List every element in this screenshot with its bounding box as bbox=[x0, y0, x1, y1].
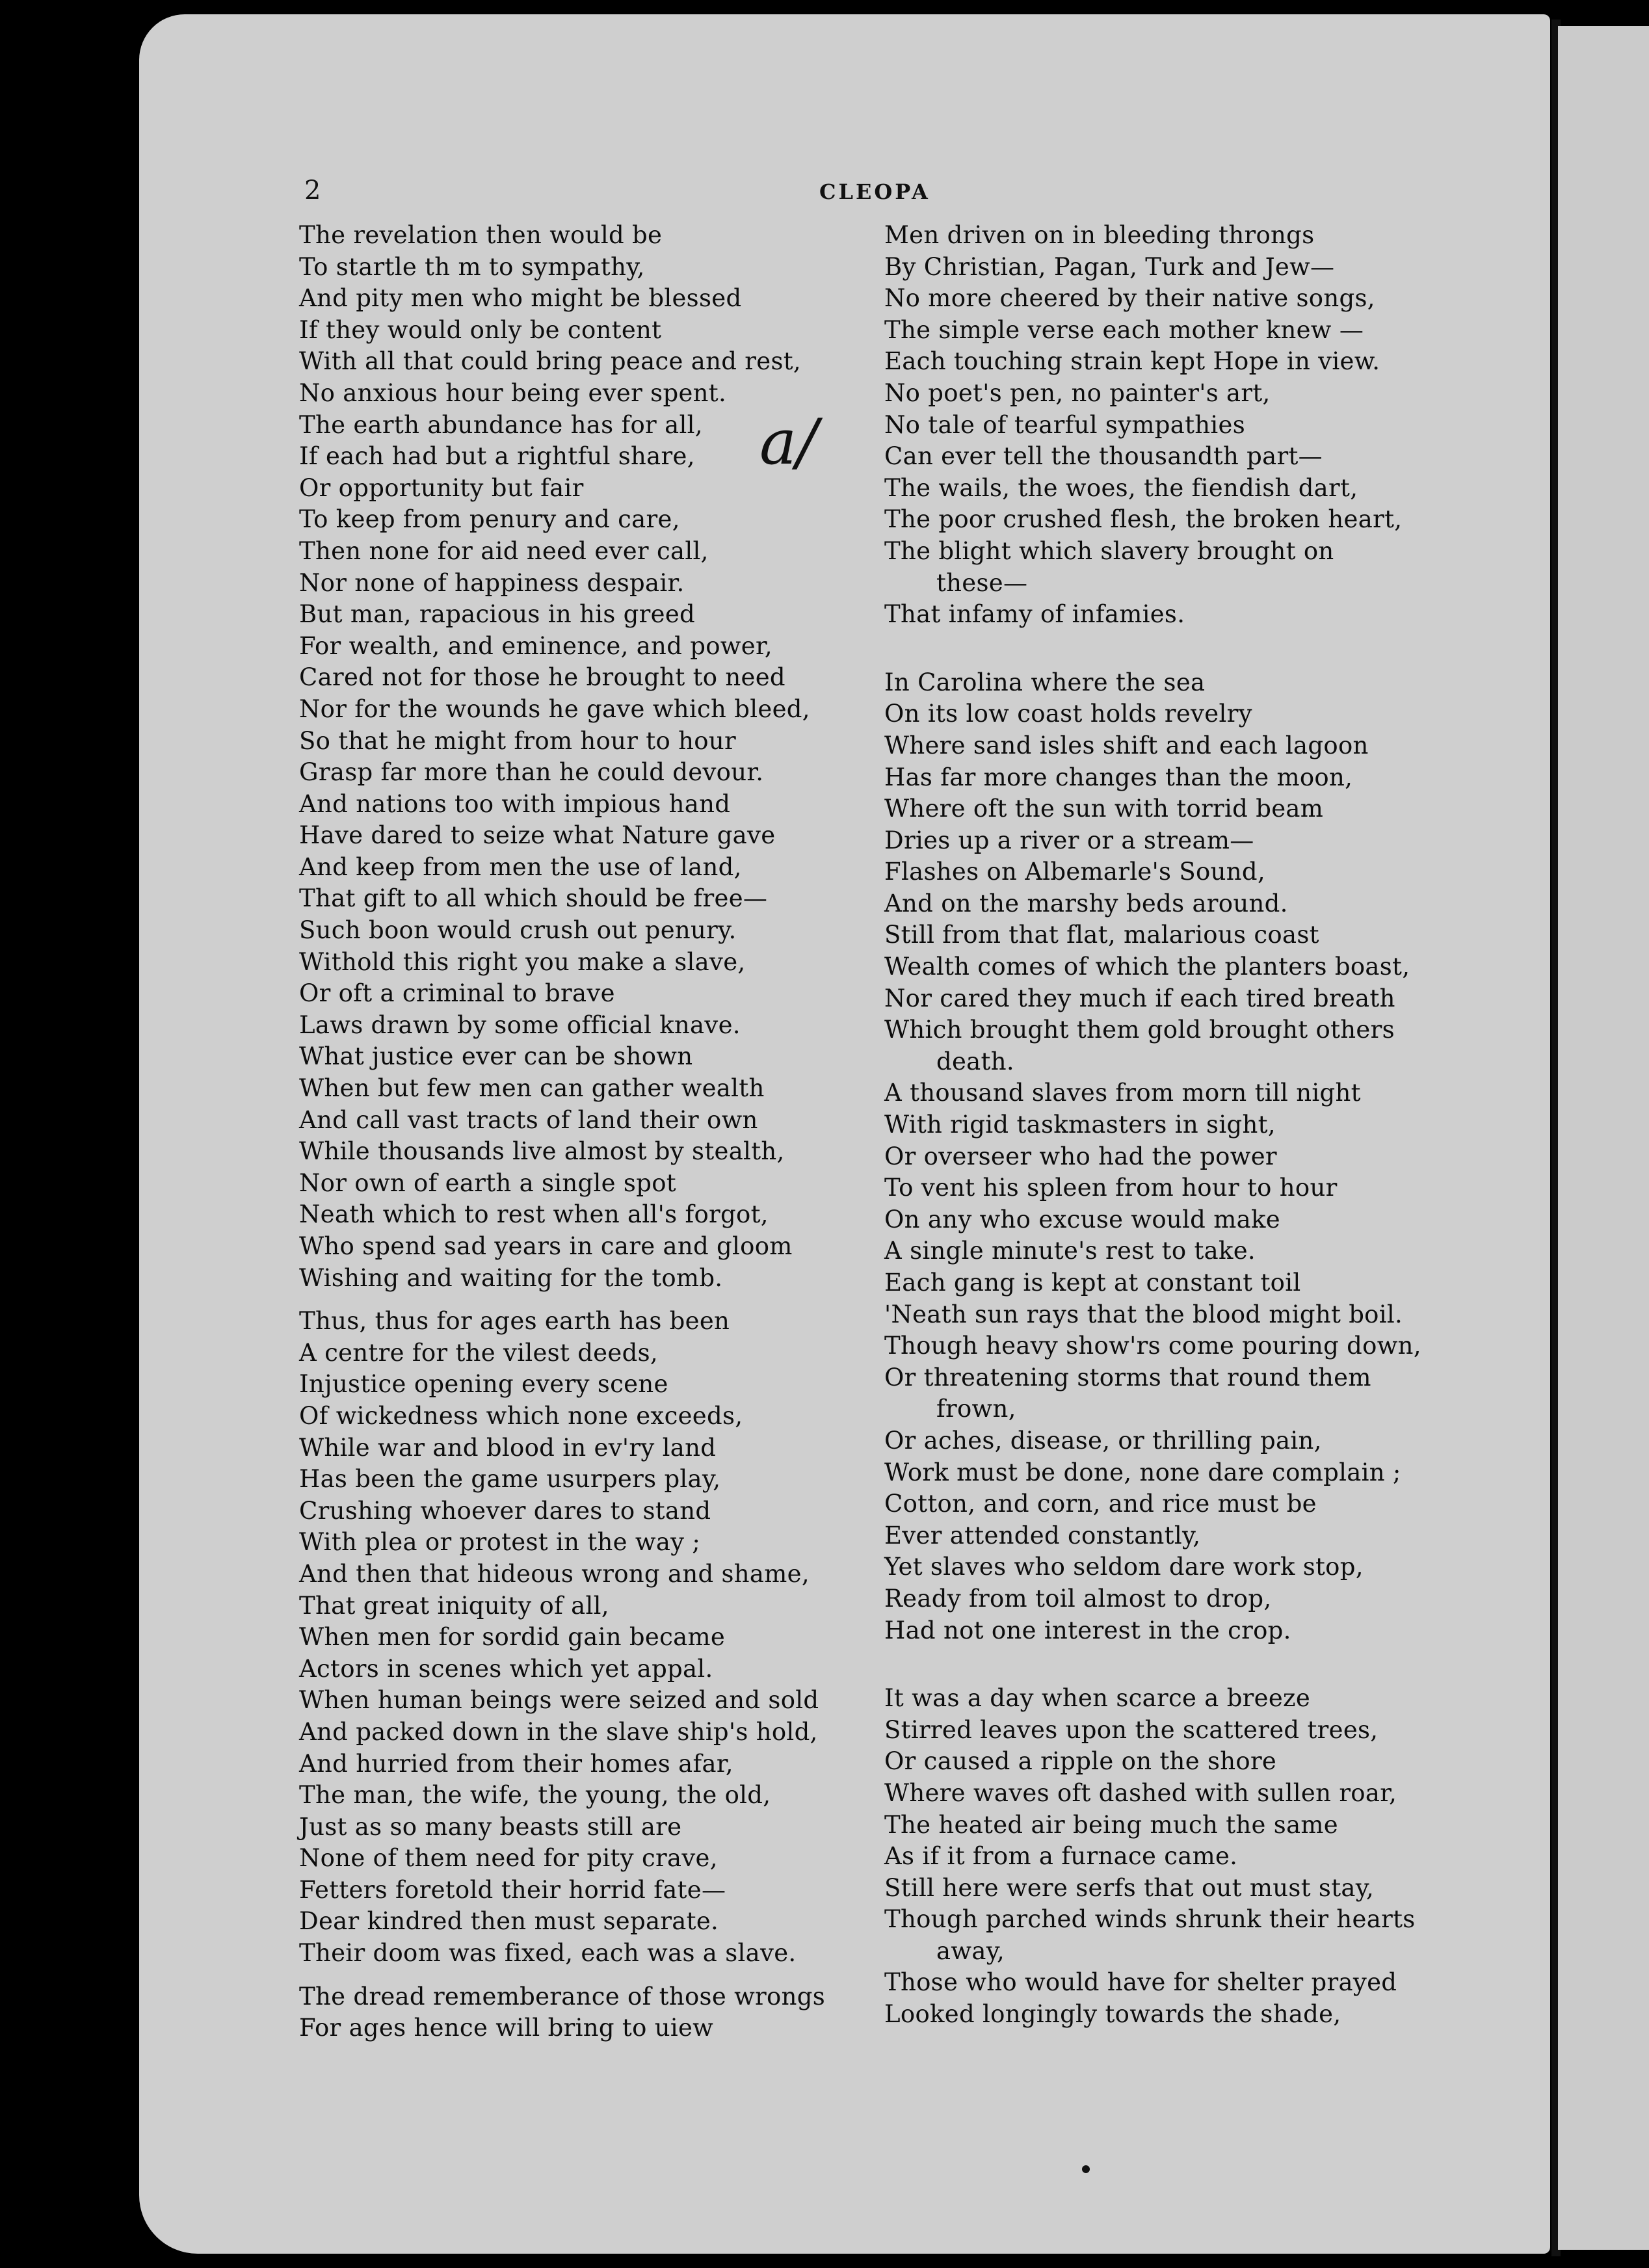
poem-line: Has been the game usurpers play, bbox=[299, 1465, 721, 1494]
poem-line: The simple verse each mother knew — bbox=[884, 315, 1364, 344]
poem-line: Have dared to seize what Nature gave bbox=[299, 821, 776, 850]
poem-line: That great iniquity of all, bbox=[299, 1591, 609, 1620]
stanza bbox=[884, 667, 1470, 1646]
poem-line: Laws drawn by some official knave. bbox=[299, 1010, 741, 1039]
poem-line: Work must be done, none dare complain ; bbox=[884, 1458, 1401, 1486]
poem-line: If they would only be content bbox=[299, 315, 662, 344]
poem-line: The heated air being much the same bbox=[884, 1810, 1339, 1839]
poem-line: And nations too with impious hand bbox=[299, 789, 731, 818]
poem-line: Or opportunity but fair bbox=[299, 473, 584, 502]
poem-line: The dread rememberance of those wrongs bbox=[299, 1982, 826, 2011]
poem-line: In Carolina where the sea bbox=[884, 668, 1206, 696]
poem-line: With rigid taskmasters in sight, bbox=[884, 1111, 1276, 1139]
poem-line: That gift to all which should be free— bbox=[299, 884, 768, 913]
running-title: CLEOPA bbox=[819, 179, 930, 204]
poem-line: And call vast tracts of land their own bbox=[299, 1105, 758, 1134]
poem-line: Dear kindred then must separate. bbox=[299, 1907, 719, 1936]
poem-line: The blight which slavery brought on bbox=[884, 536, 1334, 565]
poem-line: While war and blood in ev'ry land bbox=[299, 1433, 717, 1462]
poem-line: When human beings were seized and sold bbox=[299, 1686, 819, 1715]
poem-line: To keep from penury and care, bbox=[299, 505, 680, 534]
poem-line: Nor for the wounds he gave which bleed, bbox=[299, 694, 810, 723]
poem-line: Though parched winds shrunk their hearts bbox=[884, 1905, 1416, 1934]
poem-line: That infamy of infamies. bbox=[884, 600, 1185, 629]
poem-line: Though heavy show'rs come pouring down, bbox=[884, 1332, 1421, 1360]
poem-line: The man, the wife, the young, the old, bbox=[299, 1781, 771, 1810]
poem-line: Or aches, disease, or thrilling pain, bbox=[884, 1426, 1322, 1455]
poem-line: The earth abundance has for all, bbox=[299, 410, 703, 439]
poem-line: Yet slaves who seldom dare work stop, bbox=[884, 1553, 1364, 1581]
poem-line: For wealth, and eminence, and power, bbox=[299, 631, 772, 660]
poem-line: On any who excuse would make bbox=[884, 1205, 1280, 1233]
poem-line: Still from that flat, malarious coast bbox=[884, 921, 1319, 949]
poem-line: And packed down in the slave ship's hold, bbox=[299, 1717, 818, 1746]
poem-line: away, bbox=[936, 1936, 1005, 1965]
page-number: 2 bbox=[304, 176, 321, 205]
poem-line: By Christian, Pagan, Turk and Jew— bbox=[884, 252, 1335, 281]
poem-line: Fetters foretold their horrid fate— bbox=[299, 1875, 726, 1904]
poem-line: A centre for the vilest deeds, bbox=[299, 1338, 658, 1367]
poem-line: Flashes on Albemarle's Sound, bbox=[884, 858, 1265, 886]
poem-line: And hurried from their homes afar, bbox=[299, 1749, 733, 1778]
poem-line: Their doom was fixed, each was a slave. bbox=[299, 1939, 797, 1968]
poem-line: Wishing and waiting for the tomb. bbox=[299, 1263, 723, 1292]
poem-line: And keep from men the use of land, bbox=[299, 852, 742, 881]
poem-line: Has far more changes than the moon, bbox=[884, 763, 1353, 791]
poem-line: Nor none of happiness despair. bbox=[299, 568, 685, 597]
poem-line: Cared not for those he brought to need bbox=[299, 663, 785, 692]
poem-line: With plea or protest in the way ; bbox=[299, 1528, 701, 1557]
stanza bbox=[299, 1981, 884, 2044]
right-column bbox=[884, 220, 1470, 2031]
poem-line: If each had but a rightful share, bbox=[299, 442, 695, 471]
poem-line: Crushing whoever dares to stand bbox=[299, 1496, 711, 1525]
next-page-edge bbox=[1558, 26, 1649, 2250]
poem-line: Such boon would crush out penury. bbox=[299, 916, 737, 945]
poem-line: Who spend sad years in care and gloom bbox=[299, 1232, 793, 1260]
stanza bbox=[299, 1306, 884, 1969]
poem-line: Thus, thus for ages earth has been bbox=[299, 1307, 730, 1336]
poem-line: To startle th m to sympathy, bbox=[299, 252, 645, 281]
poem-line: Nor own of earth a single spot bbox=[299, 1168, 676, 1197]
poem-line: Where sand isles shift and each lagoon bbox=[884, 731, 1369, 759]
handwritten-annotation: a/ bbox=[759, 406, 818, 479]
poem-line: Or overseer who had the power bbox=[884, 1142, 1277, 1170]
poem-line: A thousand slaves from morn till night bbox=[884, 1079, 1361, 1107]
poem-line: Grasp far more than he could devour. bbox=[299, 758, 764, 787]
poem-line: Just as so many beasts still are bbox=[299, 1812, 682, 1841]
poem-line: Or threatening storms that round them bbox=[884, 1363, 1371, 1391]
ink-dot bbox=[1082, 2165, 1090, 2173]
poem-line: Neath which to rest when all's forgot, bbox=[299, 1200, 769, 1229]
stanza bbox=[884, 220, 1470, 631]
poem-line: With all that could bring peace and rest, bbox=[299, 347, 801, 376]
poem-line: Each gang is kept at constant toil bbox=[884, 1269, 1301, 1297]
stanza bbox=[884, 1683, 1470, 2031]
poem-line: Then none for aid need ever call, bbox=[299, 536, 709, 565]
poem-line: Which brought them gold brought others bbox=[884, 1016, 1395, 1044]
poem-line: No more cheered by their native songs, bbox=[884, 284, 1375, 313]
poem-line: And then that hideous wrong and shame, bbox=[299, 1559, 810, 1588]
poem-line: Dries up a river or a stream— bbox=[884, 826, 1254, 854]
poem-line: Wealth comes of which the planters boast, bbox=[884, 953, 1410, 981]
poem-line: When men for sordid gain became bbox=[299, 1623, 726, 1652]
poem-line: No poet's pen, no painter's art, bbox=[884, 378, 1271, 407]
poem-line: frown, bbox=[936, 1395, 1016, 1423]
poem-line: death. bbox=[936, 1047, 1014, 1075]
poem-line: But man, rapacious in his greed bbox=[299, 600, 696, 629]
stanza bbox=[299, 220, 884, 1294]
poem-line: When but few men can gather wealth bbox=[299, 1074, 765, 1103]
poem-line: None of them need for pity crave, bbox=[299, 1844, 718, 1873]
poem-line: A single minute's rest to take. bbox=[884, 1237, 1256, 1265]
poem-line: Or oft a criminal to brave bbox=[299, 979, 615, 1008]
poem-line: So that he might from hour to hour bbox=[299, 726, 736, 755]
poem-line: No tale of tearful sympathies bbox=[884, 410, 1246, 439]
poem-line: Or caused a ripple on the shore bbox=[884, 1747, 1277, 1776]
poem-line: Men driven on in bleeding throngs bbox=[884, 221, 1315, 249]
poem-line: And on the marshy beds around. bbox=[884, 889, 1288, 917]
poem-line: Each touching strain kept Hope in view. bbox=[884, 347, 1380, 376]
poem-line: The wails, the woes, the fiendish dart, bbox=[884, 473, 1358, 502]
poem-line: Actors in scenes which yet appal. bbox=[299, 1654, 713, 1683]
poem-line: Withold this right you make a slave, bbox=[299, 947, 746, 976]
poem-line: Injustice opening every scene bbox=[299, 1370, 668, 1399]
poem-line: On its low coast holds revelry bbox=[884, 700, 1252, 728]
poem-line: Those who would have for shelter prayed bbox=[884, 1968, 1397, 1997]
poem-line: Still here were serfs that out must stay, bbox=[884, 1873, 1375, 1902]
poem-line: It was a day when scarce a breeze bbox=[884, 1684, 1311, 1713]
poem-line: Cotton, and corn, and rice must be bbox=[884, 1490, 1317, 1518]
poem-line: Stirred leaves upon the scattered trees, bbox=[884, 1715, 1379, 1744]
poem-line: What justice ever can be shown bbox=[299, 1042, 693, 1071]
poem-line: 'Neath sun rays that the blood might boil. bbox=[884, 1300, 1403, 1328]
poem-line: Of wickedness which none exceeds, bbox=[299, 1401, 743, 1430]
poem-line: The revelation then would be bbox=[299, 221, 663, 249]
poem-line: The poor crushed flesh, the broken heart, bbox=[884, 505, 1403, 534]
poem-line: For ages hence will bring to uiew bbox=[299, 2014, 714, 2042]
poem-line: Can ever tell the thousandth part— bbox=[884, 442, 1323, 471]
page-header bbox=[0, 176, 1649, 208]
poem-line: these— bbox=[936, 568, 1028, 597]
poem-line: And pity men who might be blessed bbox=[299, 284, 742, 313]
poem-line: Where waves oft dashed with sullen roar, bbox=[884, 1778, 1397, 1807]
poem-line: As if it from a furnace came. bbox=[884, 1842, 1238, 1871]
left-column bbox=[299, 220, 884, 2044]
poem-line: Had not one interest in the crop. bbox=[884, 1616, 1291, 1644]
poem-line: To vent his spleen from hour to hour bbox=[884, 1174, 1338, 1202]
poem-line: Looked longingly towards the shade, bbox=[884, 2000, 1341, 2029]
poem-line: While thousands live almost by stealth, bbox=[299, 1137, 785, 1166]
poem-line: Ready from toil almost to drop, bbox=[884, 1584, 1272, 1613]
poem-line: Ever attended constantly, bbox=[884, 1521, 1201, 1549]
poem-line: Where oft the sun with torrid beam bbox=[884, 795, 1324, 823]
poem-line: No anxious hour being ever spent. bbox=[299, 378, 727, 407]
poem-line: Nor cared they much if each tired breath bbox=[884, 984, 1395, 1012]
